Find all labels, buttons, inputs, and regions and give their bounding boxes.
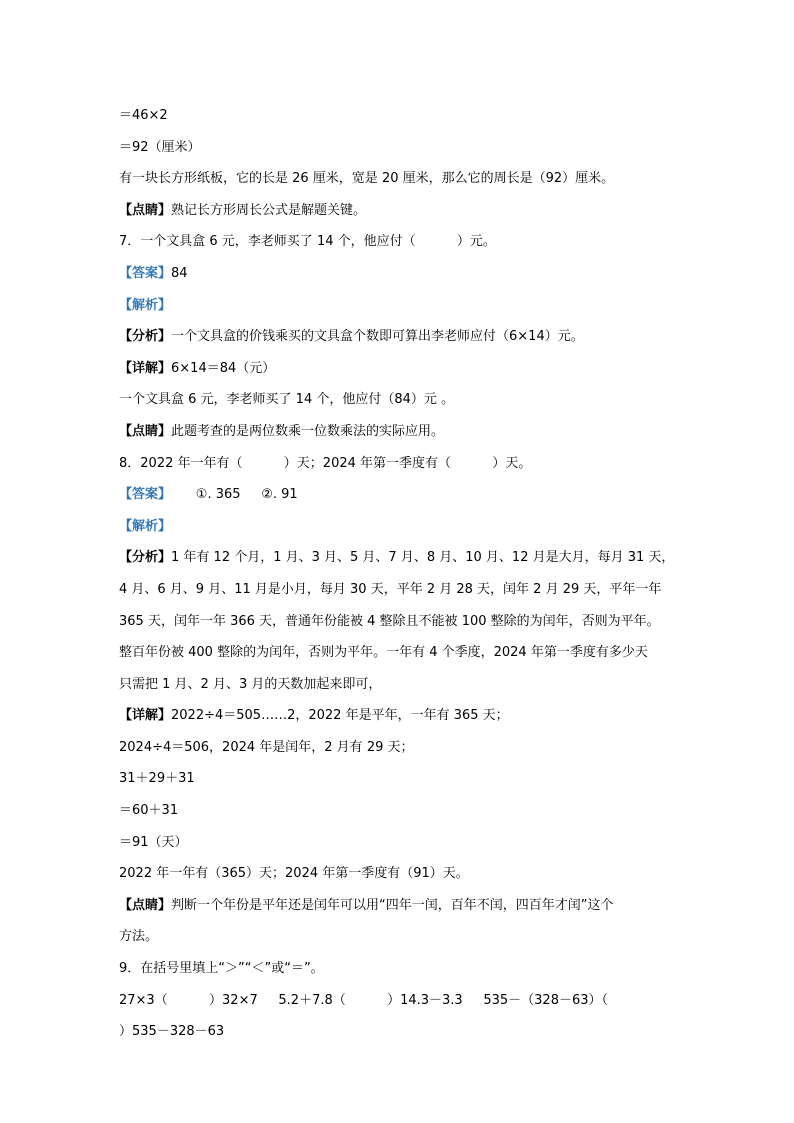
section-tag: 【详解】 <box>119 708 172 724</box>
line-text: 31＋29＋31 <box>119 771 195 787</box>
text-line <box>119 921 679 953</box>
text-line <box>119 574 679 606</box>
line-text: ＝92（厘米） <box>119 139 201 155</box>
text-line <box>119 163 679 195</box>
answer-tag: 【答案】 <box>119 265 172 281</box>
section-tag: 【点睛】 <box>119 423 172 439</box>
text-line <box>119 290 679 322</box>
line-text: 2022 年一年有（365）天；2024 年第一季度有（91）天。 <box>119 866 469 882</box>
section-tag: 【点睛】 <box>119 202 172 218</box>
text-line <box>119 416 679 448</box>
line-text: 1 年有 12 个月，1 月、3 月、5 月、7 月、8 月、10 月、12 月是大月，每月 31 天， <box>171 550 675 566</box>
line-text: 整百年份被 400 整除的为闰年，否则为平年。一年有 4 个季度，2024 年第一季度有多少天 <box>119 645 648 661</box>
line-text: 4 月、6 月、9 月、11 月是小月，每月 30 天，平年 2 月 28 天，闰年 2 月 29 天，平年一年 <box>119 581 662 597</box>
text-line <box>119 795 679 827</box>
text-line <box>119 1016 679 1048</box>
text-line <box>119 827 679 859</box>
text-line <box>119 700 679 732</box>
text-line <box>119 384 679 416</box>
line-text: 一个文具盒 6 元，李老师买了 14 个，他应付（84）元 。 <box>119 392 455 408</box>
line-text: 9．在括号里填上“＞”“＜”或“＝”。 <box>119 961 324 977</box>
line-text: 判断一个年份是平年还是闰年可以用“四年一闰，百年不闰，四百年才闰”这个 <box>171 897 614 913</box>
line-text: ＝60＋31 <box>119 803 179 819</box>
line-text: 方法。 <box>119 929 159 945</box>
section-tag: 【分析】 <box>119 550 172 566</box>
line-text: 84 <box>171 265 188 281</box>
answer-tag: 【解析】 <box>119 518 172 534</box>
text-line <box>119 732 679 764</box>
line-text: 7．一个文具盒 6 元，李老师买了 14 个，他应付（ ）元。 <box>119 234 496 250</box>
text-line <box>119 606 679 638</box>
line-text: 只需把 1 月、2 月、3 月的天数加起来即可， <box>119 676 382 692</box>
line-text: 8．2022 年一年有（ ）天；2024 年第一季度有（ ）天。 <box>119 455 532 471</box>
text-line <box>119 542 679 574</box>
text-line <box>119 100 679 132</box>
line-text: 27×3（ ）32×7 5.2＋7.8（ ）14.3－3.3 535－（328－63）（ <box>119 992 609 1008</box>
text-line <box>119 669 679 701</box>
text-line <box>119 195 679 227</box>
line-text: 有一块长方形纸板，它的长是 26 厘米，宽是 20 厘米，那么它的周长是（92）厘米。 <box>119 171 615 187</box>
line-text: 熟记长方形周长公式是解题关键。 <box>171 202 367 218</box>
section-tag: 【点睛】 <box>119 897 172 913</box>
line-text: ）535－328－63 <box>119 1024 225 1040</box>
line-text: 6×14＝84（元） <box>171 360 276 376</box>
answer-tag: 【解析】 <box>119 297 172 313</box>
text-line <box>119 953 679 985</box>
line-text: 此题考查的是两位数乘一位数乘法的实际应用。 <box>171 423 445 439</box>
line-text: ＝46×2 <box>119 108 168 123</box>
line-text: 365 天，闰年一年 366 天，普通年份能被 4 整除且不能被 100 整除的为闰年，否则为平年。 <box>119 613 660 629</box>
text-line <box>119 132 679 164</box>
text-line <box>119 763 679 795</box>
text-line <box>119 637 679 669</box>
text-line <box>119 858 679 890</box>
line-text: 一个文具盒的价钱乘买的文具盒个数即可算出李老师应付（6×14）元。 <box>171 329 584 345</box>
text-line <box>119 511 679 543</box>
text-line <box>119 985 679 1017</box>
text-line <box>119 890 679 922</box>
line-text: 2024÷4＝506，2024 年是闰年，2 月有 29 天； <box>119 739 414 755</box>
text-line <box>119 448 679 480</box>
text-line <box>119 321 679 353</box>
line-text: ＝91（天） <box>119 834 188 850</box>
line-text: ①. 365 ②. 91 <box>171 487 298 503</box>
text-line <box>119 258 679 290</box>
section-tag: 【详解】 <box>119 360 172 376</box>
text-line <box>119 479 679 511</box>
text-line <box>119 226 679 258</box>
line-text: 2022÷4＝505……2，2022 年是平年，一年有 365 天； <box>171 708 509 724</box>
text-line <box>119 353 679 385</box>
section-tag: 【分析】 <box>119 329 172 345</box>
document-body <box>119 100 679 1048</box>
answer-tag: 【答案】 <box>119 487 172 503</box>
